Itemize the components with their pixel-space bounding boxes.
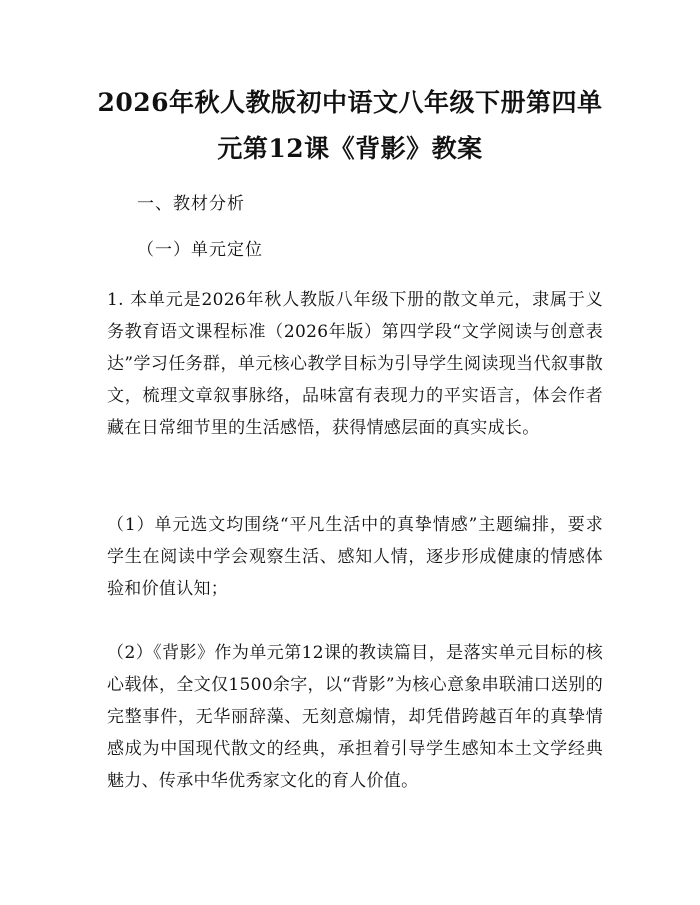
document-title-line-1: 2026年秋人教版初中语文八年级下册第四单 <box>97 88 603 117</box>
section-heading: 一、教材分析 <box>137 194 245 214</box>
paragraph-unit-positioning: 1. 本单元是2026年秋人教版八年级下册的散文单元，隶属于义务教育语文课程标准（2026年版）第四学段“文学阅读与创意表达”学习任务群，单元核心教学目标为引导学生阅读现当代叙事散文，梳理文章叙事脉络，品味富有表现力的平实语言，体会作者藏在日常细节里的生活感悟，获得情感层面的真实成长。 <box>107 290 603 438</box>
paragraph-point-1: （1）单元选文均围绕“平凡生活中的真挚情感”主题编排，要求学生在阅读中学会观察生活、感知人情，逐步形成健康的情感体验和价值认知； <box>107 515 603 599</box>
document-title-line-2: 元第12课《背影》教案 <box>217 134 483 163</box>
paragraph-point-2: （2）《背影》作为单元第12课的教读篇目，是落实单元目标的核心载体，全文仅1500余字，以“背影”为核心意象串联浦口送别的完整事件，无华丽辞藻、无刻意煽情，却凭借跨越百年的真挚情感成为中国现代散文的经典，承担着引导学生感知本土文学经典魅力、传承中华优秀家文化的育人价值。 <box>107 643 603 791</box>
subsection-heading: （一）单元定位 <box>137 240 263 260</box>
